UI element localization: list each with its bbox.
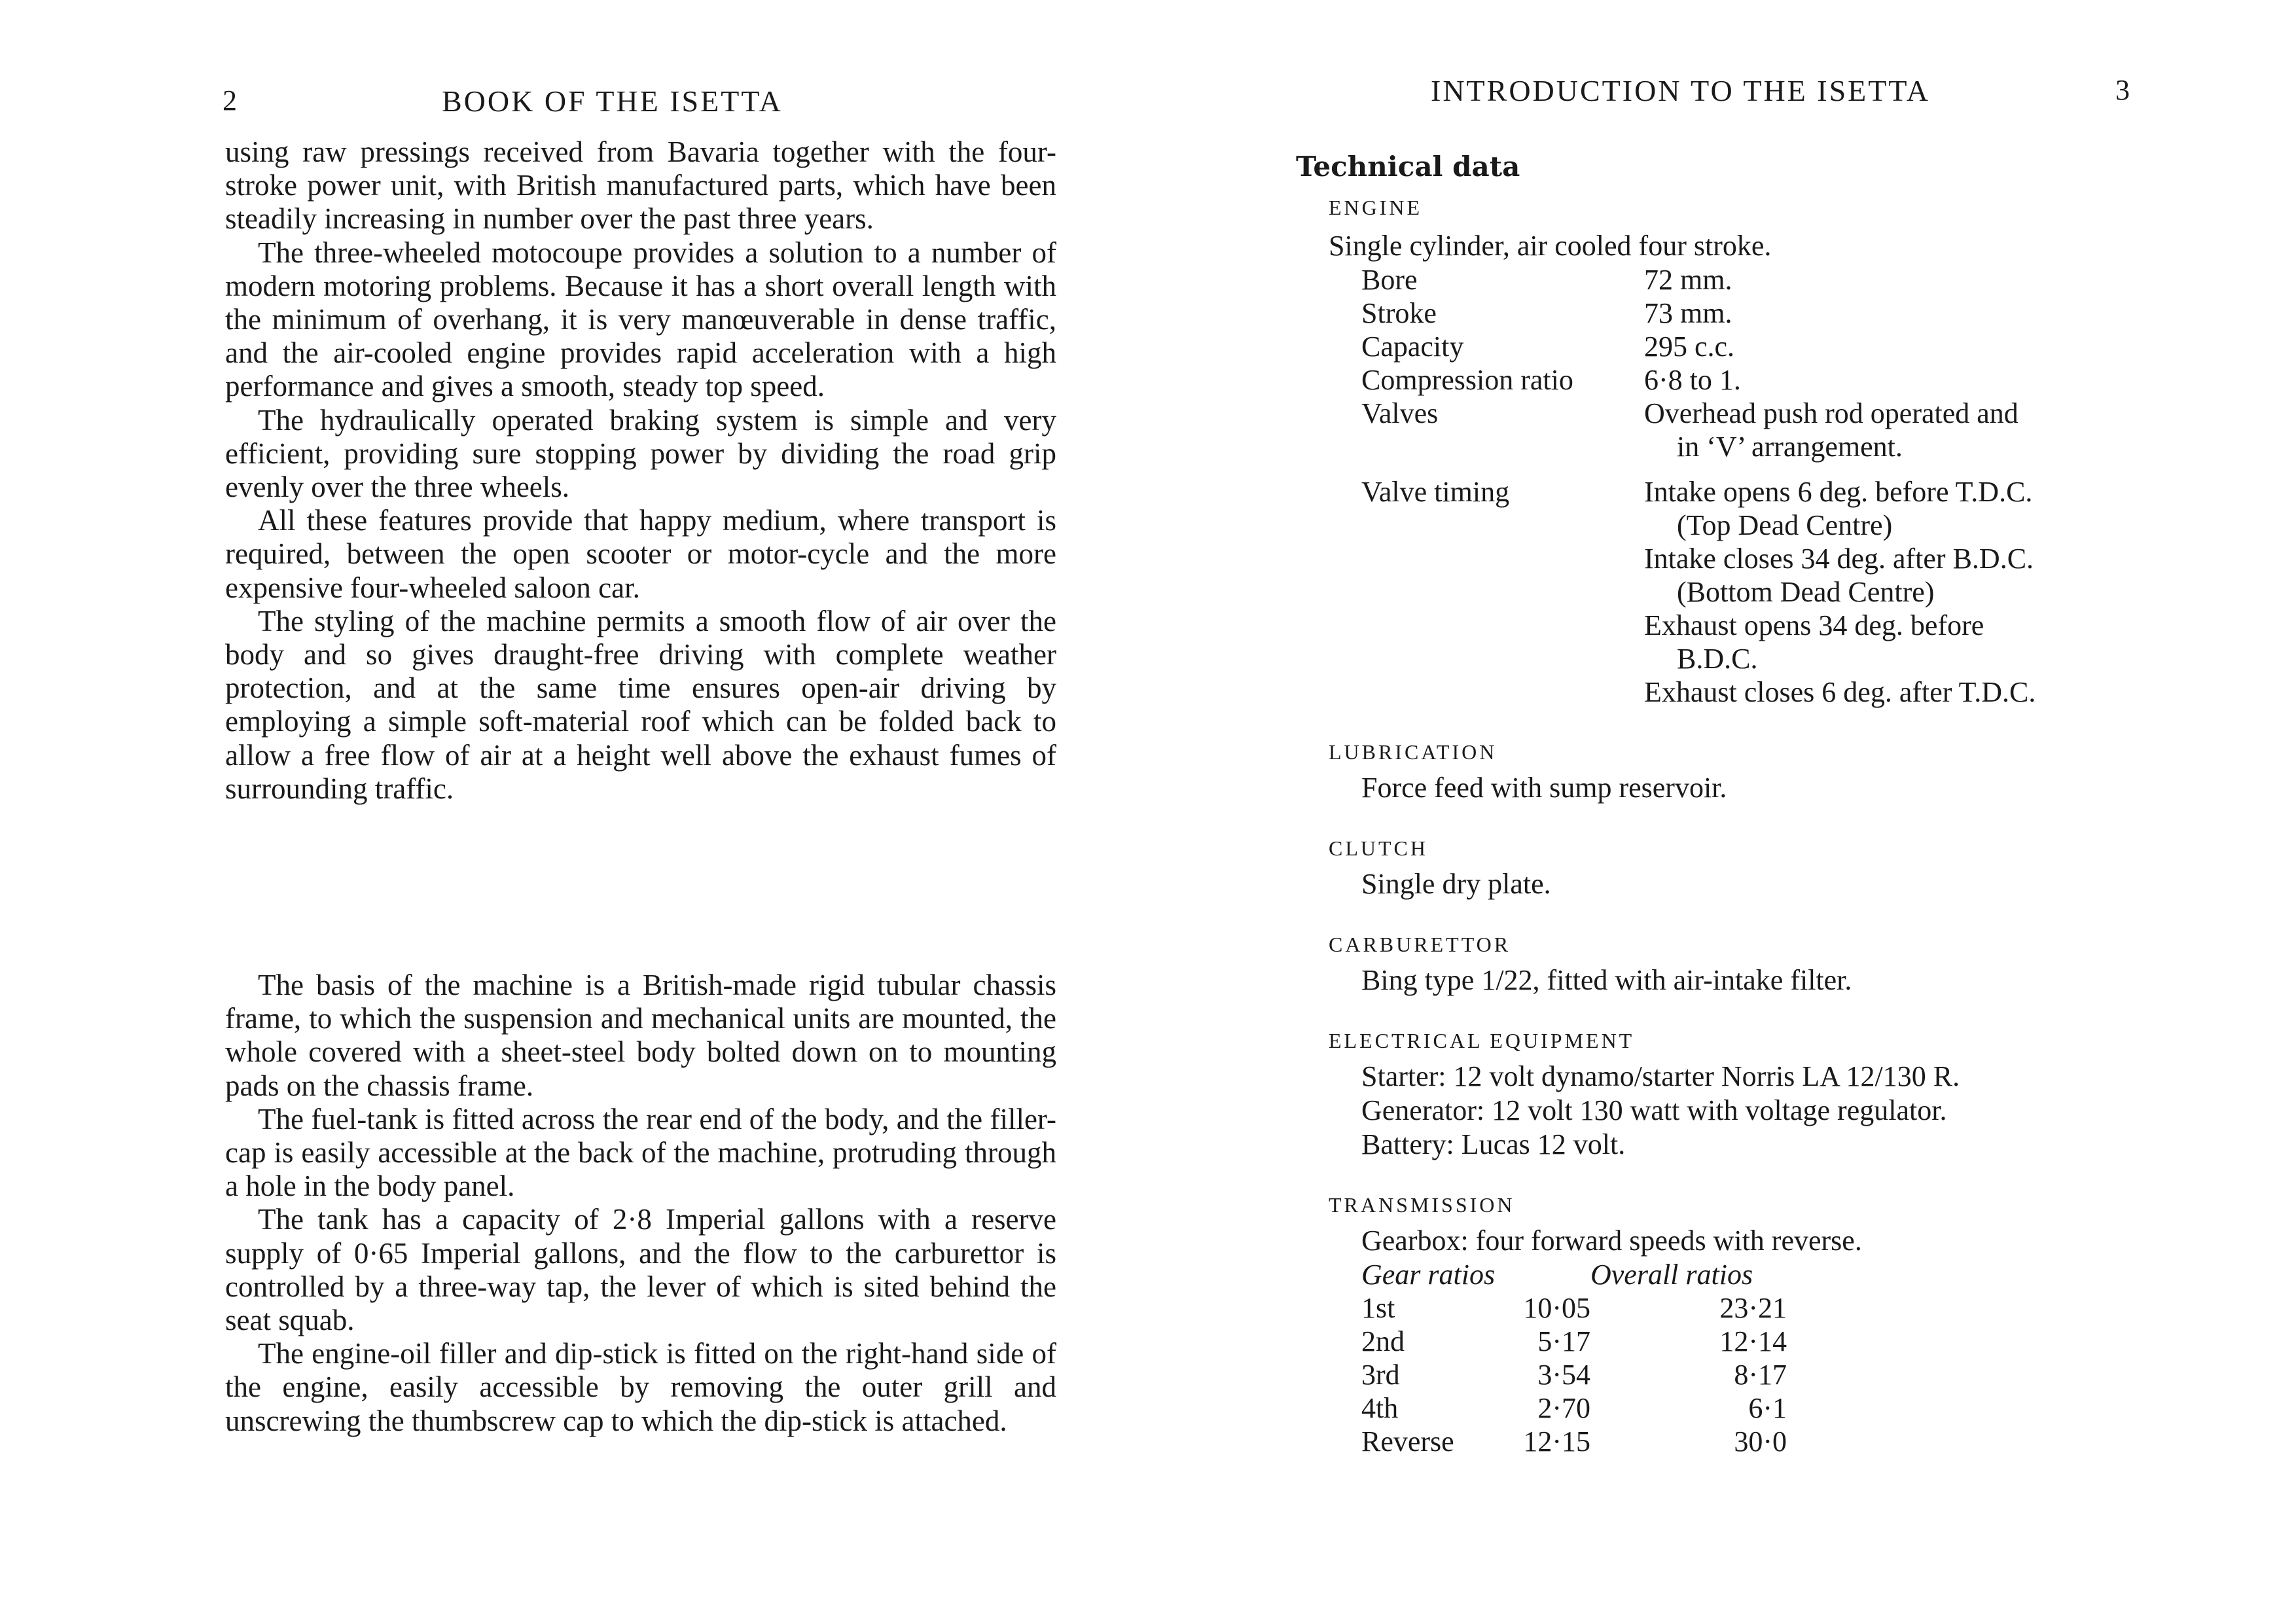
carburettor-text: Bing type 1/22, fitted with air-intake filter.: [1361, 964, 1852, 996]
engine-spec-table: [1361, 263, 2128, 709]
overall-ratio: 6·1: [1748, 1392, 1787, 1424]
spec-value: [1644, 463, 2128, 709]
spec-value: [1644, 397, 2128, 463]
spec-value-line: Intake closes 34 deg. after B.D.C.: [1644, 543, 2034, 575]
spec-label: Compression ratio: [1361, 364, 1573, 396]
spec-row: [1361, 397, 2128, 463]
section-title: Technical data: [1296, 151, 1520, 183]
right-page: [1148, 0, 2296, 1610]
overall-ratios-header: Overall ratios: [1590, 1259, 1753, 1291]
gear-name: 2nd: [1361, 1325, 1405, 1357]
paragraph: The styling of the machine permits a smooth flow of air over the body and so gives draught-free driving with complete weather protection, and at the same time ensures open-air driving by employing a simple soft-material roof which can be folded back to allow a free flow of air at a height well above the exhaust fumes of surrounding traffic.: [225, 604, 1056, 805]
clutch-section: [1296, 836, 2206, 901]
ratio-row: [1361, 1291, 1787, 1325]
lubrication-section: [1296, 740, 2206, 805]
ratio-table: [1361, 1258, 1787, 1458]
ratio-row: [1361, 1325, 1787, 1358]
spec-value-line: in ‘V’ arrangement.: [1677, 431, 1903, 463]
technical-data: [1296, 151, 2206, 1458]
ratio-row: [1361, 1358, 1787, 1391]
running-head: BOOK OF THE ISETTA: [442, 84, 783, 118]
spec-label: Capacity: [1361, 331, 1464, 363]
electrical-line: Generator: 12 volt 130 watt with voltage regulator.: [1361, 1094, 1947, 1126]
spec-row: [1361, 296, 2128, 330]
paragraph: The hydraulically operated braking system is simple and very efficient, providing sure stopping power by dividing the road grip evenly over the three wheels.: [225, 403, 1056, 504]
spec-value-line: Intake opens 6 deg. before T.D.C.: [1644, 476, 2033, 508]
spec-row: [1361, 463, 2128, 709]
gear-name: 4th: [1361, 1392, 1399, 1424]
gear-name: Reverse: [1361, 1425, 1454, 1458]
gear-ratios-header: Gear ratios: [1361, 1259, 1496, 1291]
page-number: 2: [223, 84, 237, 116]
body-text-lower: [225, 969, 1056, 1438]
page-number: 3: [2115, 74, 2130, 106]
spec-row: [1361, 263, 2128, 296]
spec-value-line: 6·8 to 1.: [1644, 364, 1741, 396]
clutch-heading: CLUTCH: [1329, 836, 1428, 860]
paragraph: All these features provide that happy medium, where transport is required, between the open scooter or motor-cycle and the more expensive four-wheeled saloon car.: [225, 504, 1056, 604]
electrical-line: Battery: Lucas 12 volt.: [1361, 1128, 1626, 1160]
gear-name: 3rd: [1361, 1359, 1400, 1391]
engine-heading: ENGINE: [1329, 196, 1423, 219]
lubrication-text: Force feed with sump reservoir.: [1361, 772, 1727, 804]
running-head: INTRODUCTION TO THE ISETTA: [1431, 74, 1930, 107]
spec-value-line: (Top Dead Centre): [1677, 509, 1893, 541]
body-text-upper: [225, 135, 1056, 806]
gear-ratio: 12·15: [1523, 1425, 1590, 1458]
overall-ratio: 30·0: [1734, 1425, 1787, 1458]
overall-ratio: 12·14: [1719, 1325, 1787, 1357]
transmission-heading: TRANSMISSION: [1329, 1193, 1515, 1217]
spec-value: [1644, 363, 2128, 397]
spec-value-line: Exhaust opens 34 deg. before: [1644, 609, 1984, 641]
electrical-heading: ELECTRICAL EQUIPMENT: [1329, 1029, 1635, 1052]
paragraph: using raw pressings received from Bavaria together with the four-stroke power unit, with British manufactured parts, which have been steadily increasing in number over the past three years.: [225, 135, 1056, 236]
ratio-row: [1361, 1425, 1787, 1458]
spec-value: [1644, 296, 2128, 330]
spec-label: Valves: [1361, 397, 1439, 429]
spec-value-line: 73 mm.: [1644, 297, 1732, 329]
paragraph: The fuel-tank is fitted across the rear end of the body, and the filler-cap is easily accessible at the back of the machine, protruding through a hole in the body panel.: [225, 1102, 1056, 1203]
ratio-row: [1361, 1391, 1787, 1425]
gearbox-text: Gearbox: four forward speeds with reverse.: [1361, 1225, 1862, 1257]
lubrication-heading: LUBRICATION: [1329, 740, 1498, 764]
spec-row: [1361, 363, 2128, 397]
clutch-text: Single dry plate.: [1361, 868, 1551, 900]
gear-ratio: 2·70: [1537, 1392, 1590, 1424]
spec-label: Stroke: [1361, 297, 1437, 329]
gear-ratio: 5·17: [1537, 1325, 1590, 1357]
spec-label: Bore: [1361, 264, 1418, 296]
engine-intro: Single cylinder, air cooled four stroke.: [1329, 230, 1772, 262]
spec-value-line: 295 c.c.: [1644, 331, 1735, 363]
spec-value: [1644, 330, 2128, 363]
ratio-header-row: [1361, 1258, 1787, 1291]
spec-value-line: 72 mm.: [1644, 264, 1732, 296]
paragraph: The basis of the machine is a British-made rigid tubular chassis frame, to which the suspension and mechanical units are mounted, the whole covered with a sheet-steel body bolted down on to mounting pads on the chassis frame.: [225, 969, 1056, 1102]
electrical-line: Starter: 12 volt dynamo/starter Norris LA 12/130 R.: [1361, 1060, 1960, 1092]
gear-ratio: 3·54: [1537, 1359, 1590, 1391]
overall-ratio: 8·17: [1734, 1359, 1787, 1391]
gear-ratio: 10·05: [1523, 1292, 1590, 1324]
electrical-section: [1296, 1029, 2206, 1162]
spec-value: [1644, 263, 2128, 296]
spec-row: [1361, 330, 2128, 363]
spec-value-line: B.D.C.: [1677, 643, 1758, 675]
spec-value-line: Overhead push rod operated and: [1644, 397, 2018, 429]
spec-value-line: (Bottom Dead Centre): [1677, 576, 1935, 608]
gear-name: 1st: [1361, 1292, 1395, 1324]
transmission-section: [1296, 1193, 2206, 1458]
overall-ratio: 23·21: [1719, 1292, 1787, 1324]
spec-value-line: Exhaust closes 6 deg. after T.D.C.: [1644, 676, 2036, 708]
paragraph: The tank has a capacity of 2·8 Imperial gallons with a reserve supply of 0·65 Imperial gallons, and the flow to the carburettor is controlled by a three-way tap, the lever of which is sited behind the seat squab.: [225, 1203, 1056, 1337]
carburettor-heading: CARBURETTOR: [1329, 933, 1511, 956]
paragraph: The engine-oil filler and dip-stick is fitted on the right-hand side of the engine, easily accessible by removing the outer grill and unscrewing the thumbscrew cap to which the dip-stick is attached.: [225, 1337, 1056, 1437]
spec-label: Valve timing: [1361, 476, 1510, 508]
carburettor-section: [1296, 933, 2206, 997]
paragraph: The three-wheeled motocoupe provides a solution to a number of modern motoring problems. Because it has a short overall length with the minimum of overhang, it is very manœuverable in dense traffic, and the air-cooled engine provides rapid acceleration with a high performance and gives a smooth, steady top speed.: [225, 236, 1056, 403]
